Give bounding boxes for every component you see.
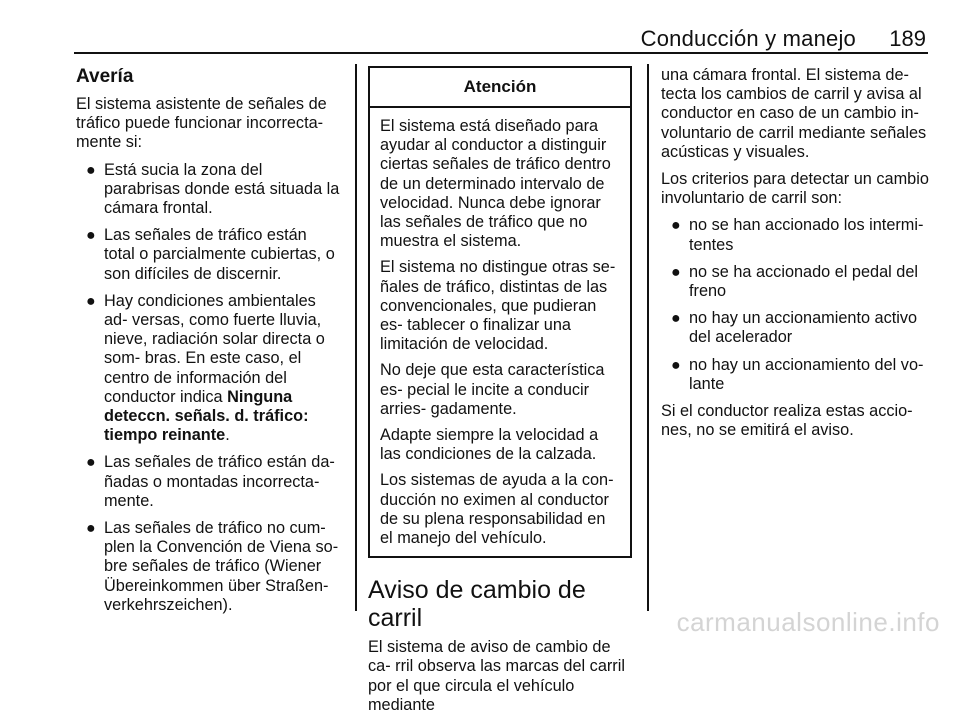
right-column — [661, 66, 929, 448]
header-rule — [74, 52, 928, 54]
bullet-icon: ● — [671, 310, 681, 328]
bullet-icon: ● — [86, 227, 96, 245]
attention-box — [368, 66, 632, 558]
list-item: ● Las señales de tráfico están total o parcialmente cubiertas, o son difíciles de discernir. — [86, 226, 335, 283]
dic-message: Ninguna deteccn. señals. d. tráfico: tiempo reinante — [104, 387, 309, 445]
list-item: ● Las señales de tráfico están da- ñadas o montadas incorrecta- mente. — [86, 453, 335, 510]
attention-title: Atención — [370, 68, 630, 108]
lane-paragraph-2: Los criterios para detectar un cambio involuntario de carril son: — [661, 170, 929, 208]
middle-column — [368, 66, 632, 723]
bullet-icon: ● — [86, 520, 96, 538]
attention-paragraph: El sistema está diseñado para ayudar al conductor a distinguir ciertas señales de tráfico dentro de un determinado intervalo de velocidad. Nunca debe ignorar las señales de tráfico que no muestra el sistema. — [380, 117, 611, 251]
section-title-lane-warning: Aviso de cambio de carril — [368, 576, 586, 633]
list-item: ● Está sucia la zona del parabrisas donde está situada la cámara frontal. — [86, 160, 340, 218]
bullet-icon: ● — [86, 161, 96, 179]
watermark: carmanualsonline.info — [676, 607, 940, 637]
section-title-averia: Avería — [76, 66, 134, 87]
list-item: ● no se ha accionado el pedal del freno — [671, 262, 919, 301]
column-divider-right — [647, 64, 649, 611]
averia-intro: El sistema asistente de señales de tráfico puede funcionar incorrecta- mente si: — [76, 95, 327, 152]
list-item: ● Hay condiciones ambientales ad- versas, como fuerte lluvia, nieve, radiación solar directa o som- bras. En este caso, el centro de información del conductor indica Ninguna deteccn. señals. d. tráfico: tiempo reinante. — [86, 291, 325, 445]
attention-paragraph: Los sistemas de ayuda a la con- ducción no eximen al conductor de su plena responsabilidad en el manejo del vehículo. — [380, 471, 614, 548]
lane-paragraph-1: una cámara frontal. El sistema de- tecta los cambios de carril y avisa al conductor en caso de un cambio in- voluntario de carril mediante señales acústicas y visuales. — [661, 66, 927, 161]
attention-paragraph: El sistema no distingue otras se- ñales de tráfico, distintas de las convencionales, que pudieran es- tablecer o finalizar una limitación de velocidad. — [380, 258, 616, 354]
attention-body — [370, 108, 630, 556]
running-header-title: Conducción y manejo — [640, 26, 856, 51]
criteria-bullet-list — [661, 216, 929, 394]
attention-paragraph: No deje que esta característica es- pecial le incite a conducir arries- gadamente. — [380, 361, 605, 418]
attention-paragraph: Adapte siempre la velocidad a las condiciones de la calzada. — [380, 426, 599, 464]
list-item: ● no hay un accionamiento activo del acelerador — [671, 309, 918, 347]
bullet-icon: ● — [671, 356, 681, 374]
list-item: ● Las señales de tráfico no cum- plen la Convención de Viena so- bre señales de tráfico (Wiener Übereinkommen über Straßen- verkehrszeichen). — [86, 519, 339, 614]
column-divider-left — [355, 64, 357, 611]
page-number: 189 — [889, 26, 926, 51]
averia-bullet-list — [76, 161, 342, 615]
lane-paragraph-3: Si el conductor realiza estas accio- nes, no se emitirá el aviso. — [661, 402, 913, 440]
bullet-icon: ● — [671, 217, 681, 235]
list-item: ● no hay un accionamiento del vo- lante — [671, 355, 924, 393]
left-column — [76, 66, 342, 623]
list-item: ● no se han accionado los intermi- tentes — [671, 216, 924, 254]
bullet-icon: ● — [671, 263, 681, 281]
lane-intro: El sistema de aviso de cambio de ca- rril observa las marcas del carril por el que circula el vehículo mediante — [368, 638, 625, 714]
bullet-icon: ● — [86, 292, 96, 310]
bullet-icon: ● — [86, 454, 96, 472]
